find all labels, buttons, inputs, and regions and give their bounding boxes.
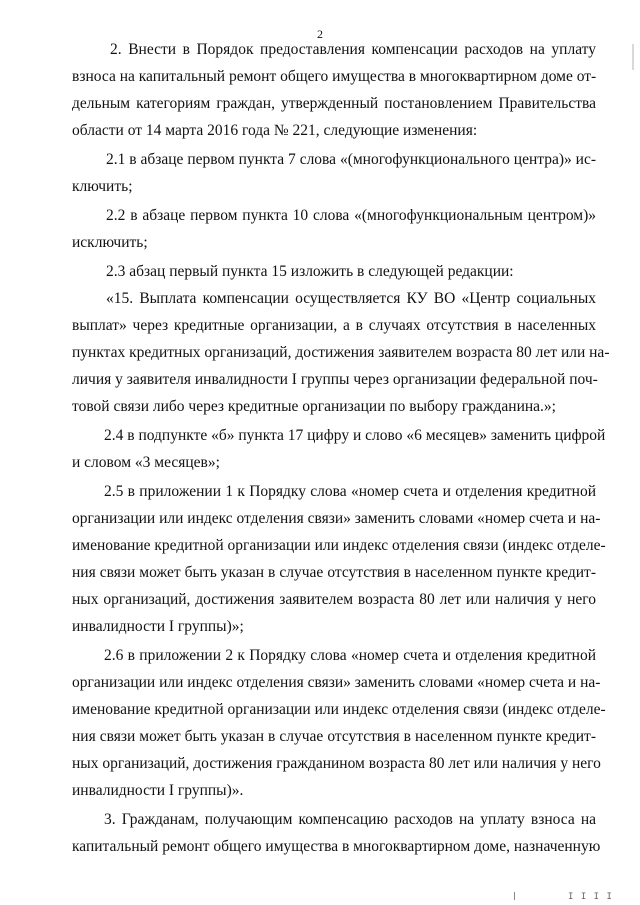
text-line: 2.3 абзац первый пункта 15 изложить в следующей редакции: <box>106 263 514 280</box>
text-line: 2. Внести в Порядок предоставления компенсации расходов на уплату <box>110 41 596 58</box>
scan-edge-mark <box>632 44 634 70</box>
text-line: ния связи может быть указан в случае отсутствия в населенном пункте кредит- <box>72 728 596 745</box>
paragraph-item-2-1 <box>72 146 596 200</box>
paragraph-item-2 <box>72 36 596 144</box>
page-number: 2 <box>317 27 323 41</box>
text-line: капитальный ремонт общего имущества в многоквартирном доме, назначенную <box>72 838 601 855</box>
text-line: организации или индекс отделения связи» заменить словами «номер счета и на- <box>72 510 601 527</box>
text-line: 3. Гражданам, получающим компенсацию расходов на уплату взноса на <box>104 811 596 828</box>
text-line: ключить; <box>72 178 133 195</box>
text-line: личия у заявителя инвалидности I группы через организации федеральной поч- <box>72 371 598 388</box>
quoted-paragraph-15 <box>72 285 610 420</box>
text-line: 2.6 в приложении 2 к Порядку слова «номер счета и отделения кредитной <box>104 647 596 664</box>
paragraph-item-2-5 <box>72 478 606 640</box>
text-line: «15. Выплата компенсации осуществляется КУ ВО «Центр социальных <box>106 290 596 307</box>
text-line: ных организаций, достижения гражданином возраста 80 лет или наличия у него <box>72 755 601 772</box>
text-line: организации или индекс отделения связи» заменить словами «номер счета и на- <box>72 674 601 691</box>
text-line: выплат» через кредитные организации, а в случаях отсутствия в населенных <box>72 317 596 334</box>
text-line: инвалидности I группы)». <box>72 782 244 799</box>
text-line: и словом «3 месяцев»; <box>72 454 220 471</box>
text-line: ния связи может быть указан в случае отсутствия в населенном пункте кредит- <box>72 564 596 581</box>
paragraph-item-2-2 <box>72 202 596 256</box>
text-line: пунктах кредитных организаций, достижения заявителем возраста 80 лет или на- <box>72 344 610 361</box>
paragraph-item-2-3 <box>72 258 596 285</box>
text-line: 2.1 в абзаце первом пункта 7 слова «(многофункционального центра)» ис- <box>106 151 596 168</box>
text-line: исключить; <box>72 234 148 251</box>
paragraph-item-2-6 <box>72 642 606 804</box>
document-body <box>72 36 610 860</box>
text-line: товой связи либо через кредитные организации по выбору гражданина.»; <box>72 398 556 415</box>
text-line: области от 14 марта 2016 года № 221, следующие изменения: <box>72 122 478 139</box>
text-line: 2.4 в подпункте «б» пункта 17 цифру и слово «6 месяцев» заменить цифрой <box>104 427 606 444</box>
text-line: 2.2 в абзаце первом пункта 10 слова «(многофункциональным центром)» <box>106 207 596 224</box>
text-line: 2.5 в приложении 1 к Порядку слова «номер счета и отделения кредитной <box>104 483 596 500</box>
text-line: именование кредитной организации или индекс отделения связи (индекс отделе- <box>72 701 606 718</box>
text-line: ных организаций, достижения заявителем возраста 80 лет или наличия у него <box>72 591 596 608</box>
footer-scan-marks: I I I I <box>568 892 613 902</box>
text-line: взноса на капитальный ремонт общего имущества в многоквартирном доме от- <box>72 68 597 85</box>
paragraph-item-3 <box>72 806 601 860</box>
text-line: инвалидности I группы)»; <box>72 618 244 635</box>
paragraph-item-2-4 <box>72 422 606 476</box>
scan-tick-mark <box>514 892 515 900</box>
text-line: именование кредитной организации или индекс отделения связи (индекс отделе- <box>72 537 606 554</box>
text-line: дельным категориям граждан, утвержденный постановлением Правительства <box>72 95 596 112</box>
